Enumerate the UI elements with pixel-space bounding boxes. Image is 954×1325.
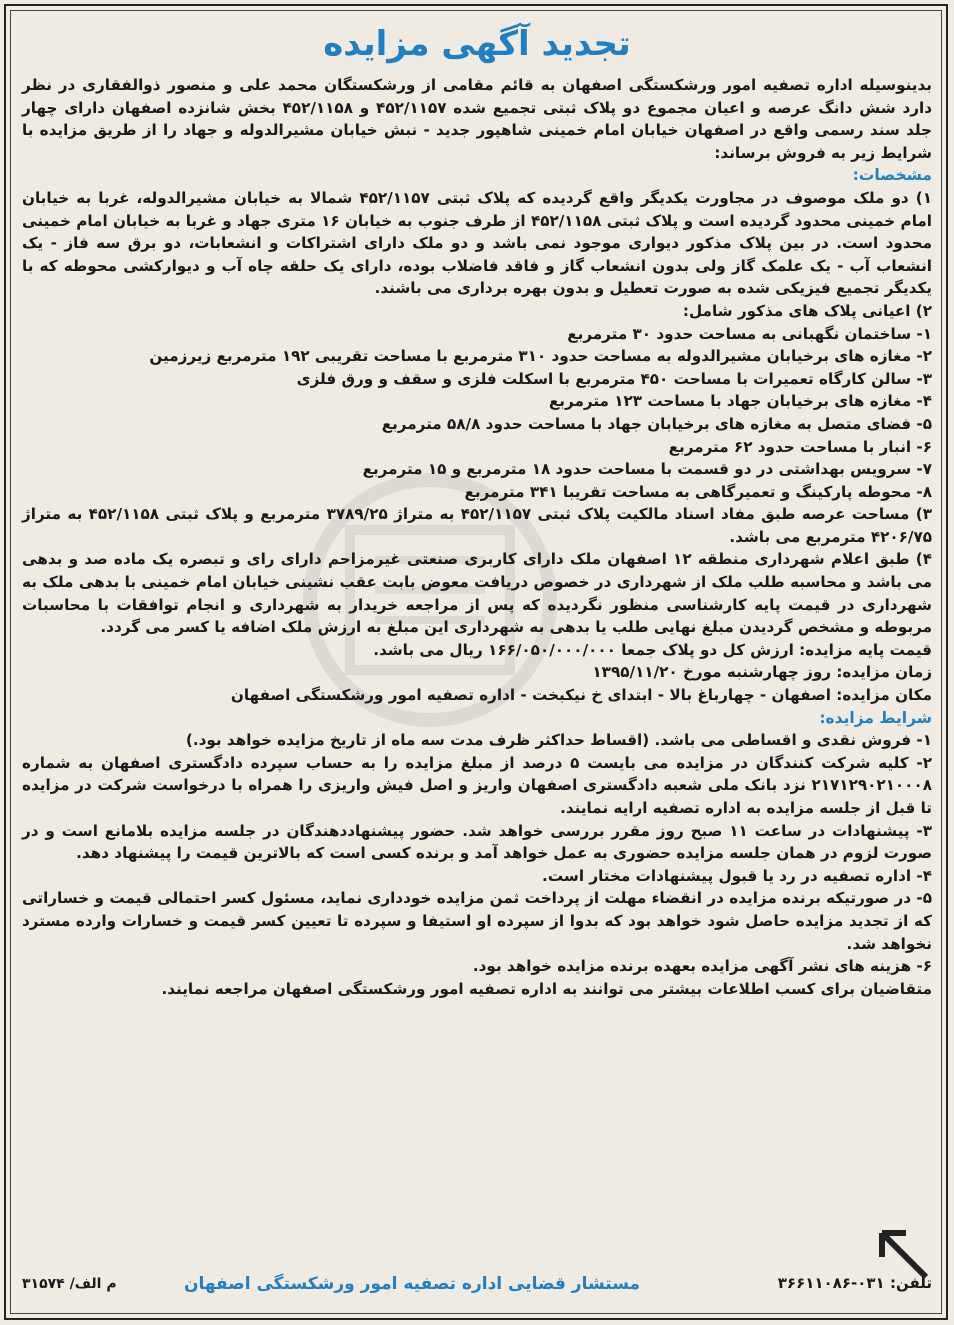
spec-2-item: ۳- سالن کارگاه تعمیرات با مساحت ۴۵۰ مترمربع با اسکلت فلزی و سقف و ورق فلزی — [296, 369, 932, 388]
condition-item: ۶- هزینه های نشر آگهی مزایده بعهده برنده مزایده خواهد بود. — [472, 957, 932, 976]
spec-2-heading: ۲) اعیانی پلاک های مذکور شامل: — [682, 301, 932, 320]
spec-2-item: ۸- محوطه پارکینگ و تعمیرگاهی به مساحت تقریبا ۳۴۱ مترمربع — [464, 482, 932, 501]
conditions-heading: شرایط مزایده: — [819, 708, 932, 727]
phone-number: تلفن: ۰۳۱-۳۶۶۱۱۰۸۶ — [777, 1274, 932, 1292]
arrow-icon — [876, 1227, 936, 1287]
ad-code: م الف/ ۳۱۵۷۴ — [22, 1276, 117, 1292]
spec-2-item: ۲- مغازه های برخیابان مشیرالدوله به مساحت حدود ۳۱۰ مترمربع با مساحت تقریبی ۱۹۲ مترمربع زیرزمین — [149, 347, 932, 366]
spec-heading: مشخصات: — [852, 166, 932, 185]
footer — [22, 1252, 932, 1310]
spec-2-item: ۵- فضای متصل به مغازه های برخیابان جهاد با مساحت حدود ۵۸/۸ مترمربع — [381, 414, 932, 433]
notice-page — [22, 20, 932, 1310]
intro-paragraph: بدینوسیله اداره تصفیه امور ورشکستگی اصفهان به قائم مقامی از ورشکستگان محمد علی و منصور ذوالفقاری در نظر دارد شش دانگ عرصه و اعیان مجموع دو پلاک ثبتی تجمیع شده ۴۵۲/۱۱۵۷ و ۴۵۲/۱۱۵۸ بخش شانزده اصفهان دارای چهار جلد سند رسمی واقع در اصفهان خیابان امام خمینی شاهپور جدید - نبش خیابان مشیرالدوله و جهاد را از طریق مزایده با شرایط زیر به فروش برساند: — [22, 76, 933, 162]
spec-2-item: ۷- سرویس بهداشتی در دو قسمت با مساحت حدود ۱۸ مترمربع و ۱۵ مترمربع — [362, 460, 932, 479]
notice-title: تجدید آگهی مزایده — [323, 24, 631, 64]
condition-item: ۲- کلیه شرکت کنندگان در مزایده می بایست ۵ درصد از مبلغ مزایده را به حساب سپرده دادگستری اصفهان به شماره ۲۱۷۱۲۹۰۲۱۰۰۰۸ نزد بانک ملی شعبه دادگستری اصفهان واریز و اصل فیش واریزی را همراه با درخواست شرکت در مزایده تا قبل از جلسه مزایده به اداره تصفیه ارایه نمایند. — [22, 753, 932, 817]
auction-place: مکان مزایده: اصفهان - چهارباغ بالا - ابتدای خ نیکبخت - اداره تصفیه امور ورشکستگی اصفهان — [230, 686, 932, 705]
spec-3: ۳) مساحت عرصه طبق مفاد اسناد مالکیت پلاک ثبتی ۴۵۲/۱۱۵۷ به متراژ ۳۷۸۹/۲۵ مترمربع و پلاک ثبتی ۴۵۲/۱۱۵۸ به متراژ ۴۲۰۶/۷۵ مترمربع می باشد. — [22, 505, 932, 546]
closing-line: متقاضیان برای کسب اطلاعات بیشتر می توانند به اداره تصفیه امور ورشکستگی اصفهان مراجعه نمایند. — [161, 979, 932, 998]
spec-2-item: ۶- انبار با مساحت حدود ۶۲ مترمربع — [668, 437, 932, 456]
condition-item: ۱- فروش نقدی و اقساطی می باشد. (اقساط حداکثر ظرف مدت سه ماه از تاریخ مزایده خواهد بود.) — [185, 731, 932, 750]
spec-2-item: ۴- مغازه های برخیابان جهاد با مساحت ۱۲۳ مترمربع — [548, 392, 932, 411]
condition-item: ۵- در صورتیکه برنده مزایده در انقضاء مهلت از پرداخت ثمن مزایده خودداری نماید، مسئول کسر احتمالی قیمت و خساراتی که از تجدید مزایده حاصل شود خواهد بود که بدوا از سپرده او استیفا و سپرده تا تعیین کسر قیمت و خسارات وارده مسترد نخواهد شد. — [22, 889, 932, 953]
spec-4: ۴) طبق اعلام شهرداری منطقه ۱۲ اصفهان ملک دارای کاربری صنعتی غیرمزاحم دارای رای و تبصره یک ماده صد و بدهی می باشد و محاسبه طلب ملک از شهرداری در خصوص دریافت معوض بابت عقب نشینی خیابان امام خمینی با بدهی ملک به شهرداری در قیمت پایه کارشناسی منظور نگردیده که پس از مراجعه خریدار به شهرداری و انجام توافقات با محاسبات مربوطه و مشخص گردیدن مبلغ نهایی طلب یا بدهی به شهرداری این مبلغ به ارزش ملک اضافه یا کسر می گردد. — [22, 550, 932, 637]
advisor-signature: مستشار قضایی اداره تصفیه امور ورشکستگی اصفهان — [183, 1274, 641, 1294]
auction-time: زمان مزایده: روز چهارشنبه مورخ ۱۳۹۵/۱۱/۲۰ — [592, 663, 932, 682]
condition-item: ۳- پیشنهادات در ساعت ۱۱ صبح روز مقرر بررسی خواهد شد. حضور پیشنهاددهندگان در جلسه مزایده بلامانع است و در صورت لزوم در همان جلسه مزایده حضوری به عمل خواهد آمد و برنده کسی است که بالاترین قیمت را پیشنهاد دهد. — [22, 821, 932, 863]
base-price: قیمت پایه مزایده: ارزش کل دو پلاک جمعا ۱۶۶/۰۵۰/۰۰۰/۰۰۰ ریال می باشد. — [373, 640, 932, 659]
condition-item: ۴- اداره تصفیه در رد یا قبول پیشنهادات مختار است. — [542, 866, 932, 885]
spec-2-item: ۱- ساختمان نگهبانی به مساحت حدود ۳۰ مترمربع — [567, 324, 932, 343]
spec-1: ۱) دو ملک موصوف در مجاورت یکدیگر واقع گردیده که پلاک ثبتی ۴۵۲/۱۱۵۷ شمالا به خیابان مشیرالدوله، غربا به خیابان امام خمینی محدود گردیده است و پلاک ثبتی ۴۵۲/۱۱۵۸ از طرف جنوب به خیابان ۱۶ متری جهاد و غربا به خیابان امام خمینی محدود است. در بین پلاک مذکور دیواری موجود نمی باشد و دو ملک دارای اشتراکات و انشعابات، دو برق سه فاز - یک انشعاب آب - یک علمک گاز ولی بدون انشعاب گاز و فاقد فاضلاب بوده، دارای یک حلقه چاه آب و دیوارکشی محوطه که با یکدیگر تجمیع فیزیکی شده به صورت تعطیل و بدون بهره برداری می باشند. — [22, 188, 933, 298]
